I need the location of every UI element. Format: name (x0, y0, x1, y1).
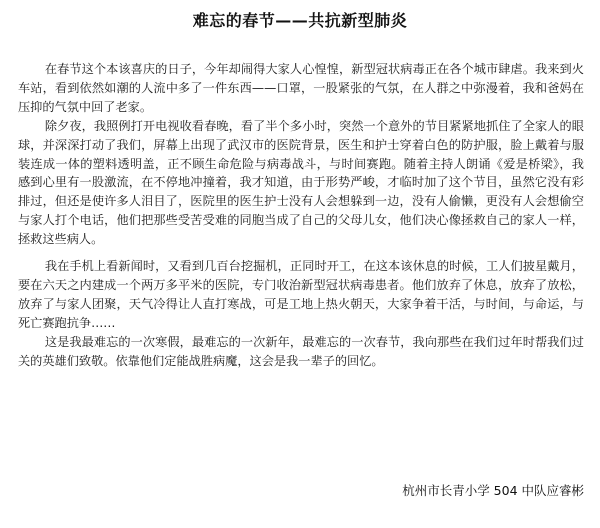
paragraph-1: 在春节这个本该喜庆的日子，今年却闹得大家人心惶惶，新型冠状病毒正在各个城市肆虐。我来到火车站，看到依然如潮的人流中多了一件东西——口罩，一股紧张的气氛，在人群之中弥漫着，我和爸妈在压抑的气氛中回了老家。 (18, 62, 584, 114)
paragraph-3: 我在手机上看新闻时，又看到几百台挖掘机，正同时开工，在这本该休息的时候，工人们披星戴月，要在六天之内建成一个两万多平米的医院，专门收治新型冠状病毒患者。他们放弃了休息，放弃了放松，放弃了与家人团聚，天气冷得让人直打寒战，可是工地上热火朝天，大家争着干活，与时间，与命运，与死亡赛跑抗争…… (18, 259, 584, 330)
author-signature: 杭州市长青小学 504 中队应睿彬 (402, 483, 584, 498)
document-body (18, 60, 584, 371)
paragraph-2: 除夕夜，我照例打开电视收看春晚，看了半个多小时，突然一个意外的节目紧紧地抓住了全家人的眼球，并深深打动了我们，屏幕上出现了武汉市的医院背景，医生和护士穿着白色的防护服，脸上戴着与服装连成一体的塑料透明盖，正不顾生命危险与病毒战斗，与时间赛跑。随着主持人朗诵《爱是桥梁》，我感到心里有一股激流，在不停地冲撞着，我才知道，由于形势严峻，才临时加了这个节目，虽然它没有彩排过，但还是使许多人泪目了，医院里的医生护士没有人会想躲到一边，没有人偷懒，更没有人会想偷空与家人打个电话，他们把那些受苦受难的同胞当成了自己的父母儿女，他们决心像拯救自己的家人一样，拯救这些病人。 (18, 118, 584, 247)
paragraph-4: 这是我最难忘的一次寒假，最难忘的一次新年，最难忘的一次春节，我向那些在我们过年时帮我们过关的英雄们致敬。依靠他们定能战胜病魔，这会是我一辈子的回忆。 (18, 334, 584, 368)
document-title: 难忘的春节——共抗新型肺炎 (192, 11, 408, 30)
